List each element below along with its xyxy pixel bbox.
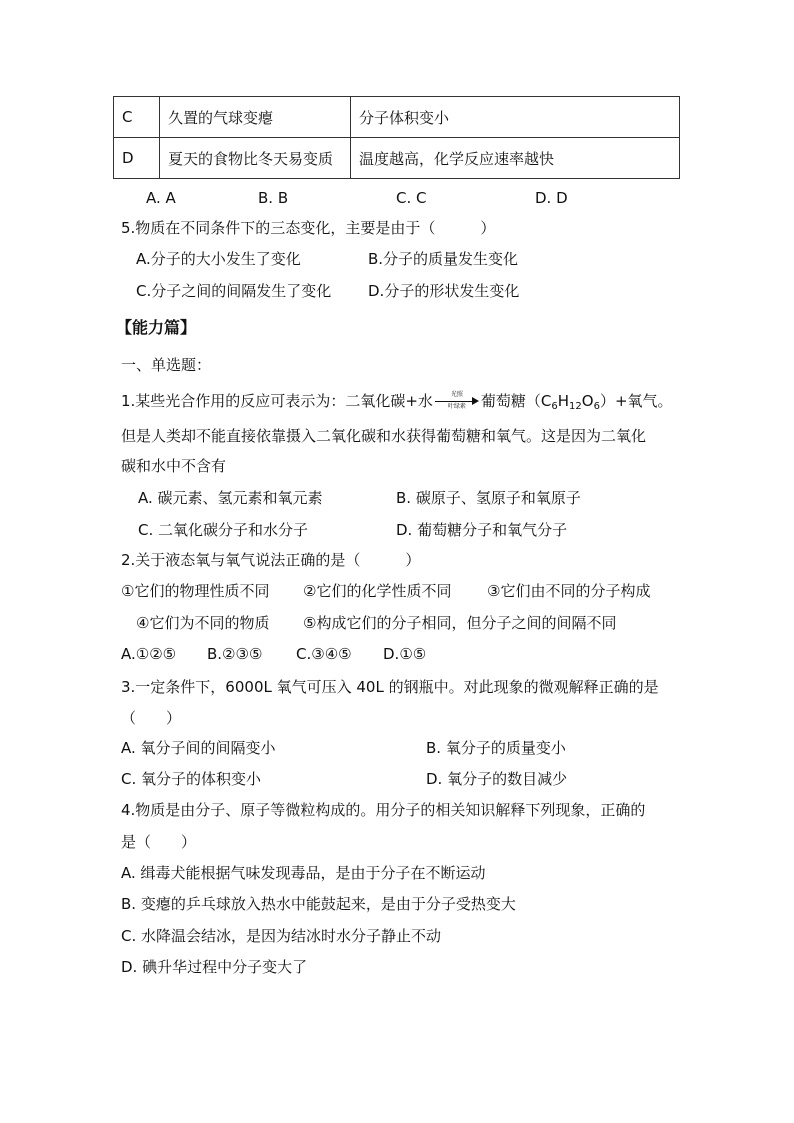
choice-a: A. A xyxy=(146,189,176,207)
q5-choice-b: B.分子的质量发生变化 xyxy=(368,250,519,268)
table-cell-option: D xyxy=(114,138,160,179)
table-row xyxy=(114,97,680,138)
p2-statement-1: ①它们的物理性质不同 xyxy=(121,582,270,600)
p4-choice-b: B. 变瘪的乒乓球放入热水中能鼓起来，是由于分子受热变大 xyxy=(121,895,516,913)
p2-statement-4: ④它们为不同的物质 xyxy=(136,614,270,632)
p3-choice-a: A. 氧分子间的间隔变小 xyxy=(121,739,276,757)
reaction-arrow xyxy=(435,390,479,412)
stem-text: O xyxy=(581,392,594,410)
p1-choice-c: C. 二氧化碳分子和水分子 xyxy=(138,521,309,539)
table-cell-explanation: 温度越高，化学反应速率越快 xyxy=(351,138,680,179)
p1-choice-a: A. 碳元素、氢元素和氧元素 xyxy=(138,489,323,507)
p2-statement-3: ③它们由不同的分子构成 xyxy=(487,582,651,600)
table-cell-phenomenon: 久置的气球变瘪 xyxy=(160,97,351,138)
problem-1-line-2: 但是人类却不能直接依靠摄入二氧化碳和水获得葡萄糖和氧气。这是因为二氧化 xyxy=(121,427,647,445)
p2-choice-d: D.①⑤ xyxy=(383,645,427,663)
subscript: 6 xyxy=(551,401,558,412)
choice-c: C. C xyxy=(396,189,427,207)
section-title: 【能力篇】 xyxy=(116,318,197,337)
stem-text: ）+氧气。 xyxy=(599,392,673,410)
p3-choice-c: C. 氧分子的体积变小 xyxy=(121,770,262,788)
p1-choice-b: B. 碳原子、氢原子和氧原子 xyxy=(396,489,581,507)
comparison-table xyxy=(113,96,680,179)
arrow-line xyxy=(435,401,473,402)
stem-text: 葡萄糖（C xyxy=(480,392,552,410)
choice-d: D. D xyxy=(535,189,568,207)
problem-4-stem-2: 是（ ） xyxy=(121,833,197,851)
p2-choice-b: B.②③⑤ xyxy=(207,645,263,663)
q5-choice-a: A.分子的大小发生了变化 xyxy=(136,250,301,268)
arrow-condition-top: 光照 xyxy=(450,391,463,398)
q5-choice-d: D.分子的形状发生变化 xyxy=(368,282,520,300)
p2-choice-c: C.③④⑤ xyxy=(296,645,352,663)
problem-3-paren: （ ） xyxy=(121,709,182,727)
choice-b: B. B xyxy=(258,189,289,207)
table-cell-option: C xyxy=(114,97,160,138)
table-row xyxy=(114,138,680,179)
q5-choice-c: C.分子之间的间隔发生了变化 xyxy=(136,282,332,300)
stem-text: H xyxy=(557,392,570,410)
p2-choice-a: A.①②⑤ xyxy=(121,645,177,663)
p2-statement-5: ⑤构成它们的分子相同，但分子之间的间隔不同 xyxy=(303,614,617,632)
p3-choice-d: D. 氧分子的数目减少 xyxy=(426,770,568,788)
problem-3-stem: 3.一定条件下，6000L 氧气可压入 40L 的钢瓶中。对此现象的微观解释正确的是 xyxy=(121,678,659,696)
p4-choice-d: D. 碘升华过程中分子变大了 xyxy=(121,958,308,976)
p3-choice-b: B. 氧分子的质量变小 xyxy=(426,739,566,757)
p2-statement-2: ②它们的化学性质不同 xyxy=(303,582,452,600)
subscript: 12 xyxy=(569,401,582,412)
p1-choice-d: D. 葡萄糖分子和氧气分子 xyxy=(396,521,568,539)
arrow-condition-bottom: 叶绿素 xyxy=(447,403,466,410)
p4-choice-c: C. 水降温会结冰，是因为结冰时水分子静止不动 xyxy=(121,927,442,945)
table-cell-phenomenon: 夏天的食物比冬天易变质 xyxy=(160,138,351,179)
subsection-title: 一、单选题： xyxy=(121,356,212,374)
p4-choice-a: A. 缉毒犬能根据气味发现毒品，是由于分子在不断运动 xyxy=(121,864,486,882)
question-5-stem: 5.物质在不同条件下的三态变化，主要是由于（ ） xyxy=(121,219,496,237)
problem-1-stem xyxy=(121,390,673,418)
table-cell-explanation: 分子体积变小 xyxy=(351,97,680,138)
problem-2-stem: 2.关于液态氧与氧气说法正确的是（ ） xyxy=(121,551,421,569)
problem-4-stem: 4.物质是由分子、原子等微粒构成的。用分子的相关知识解释下列现象，正确的 xyxy=(121,801,646,819)
stem-text: 1.某些光合作用的反应可表示为：二氧化碳+水 xyxy=(121,392,433,410)
problem-1-line-3: 碳和水中不含有 xyxy=(121,457,227,475)
subscript: 6 xyxy=(593,401,600,412)
